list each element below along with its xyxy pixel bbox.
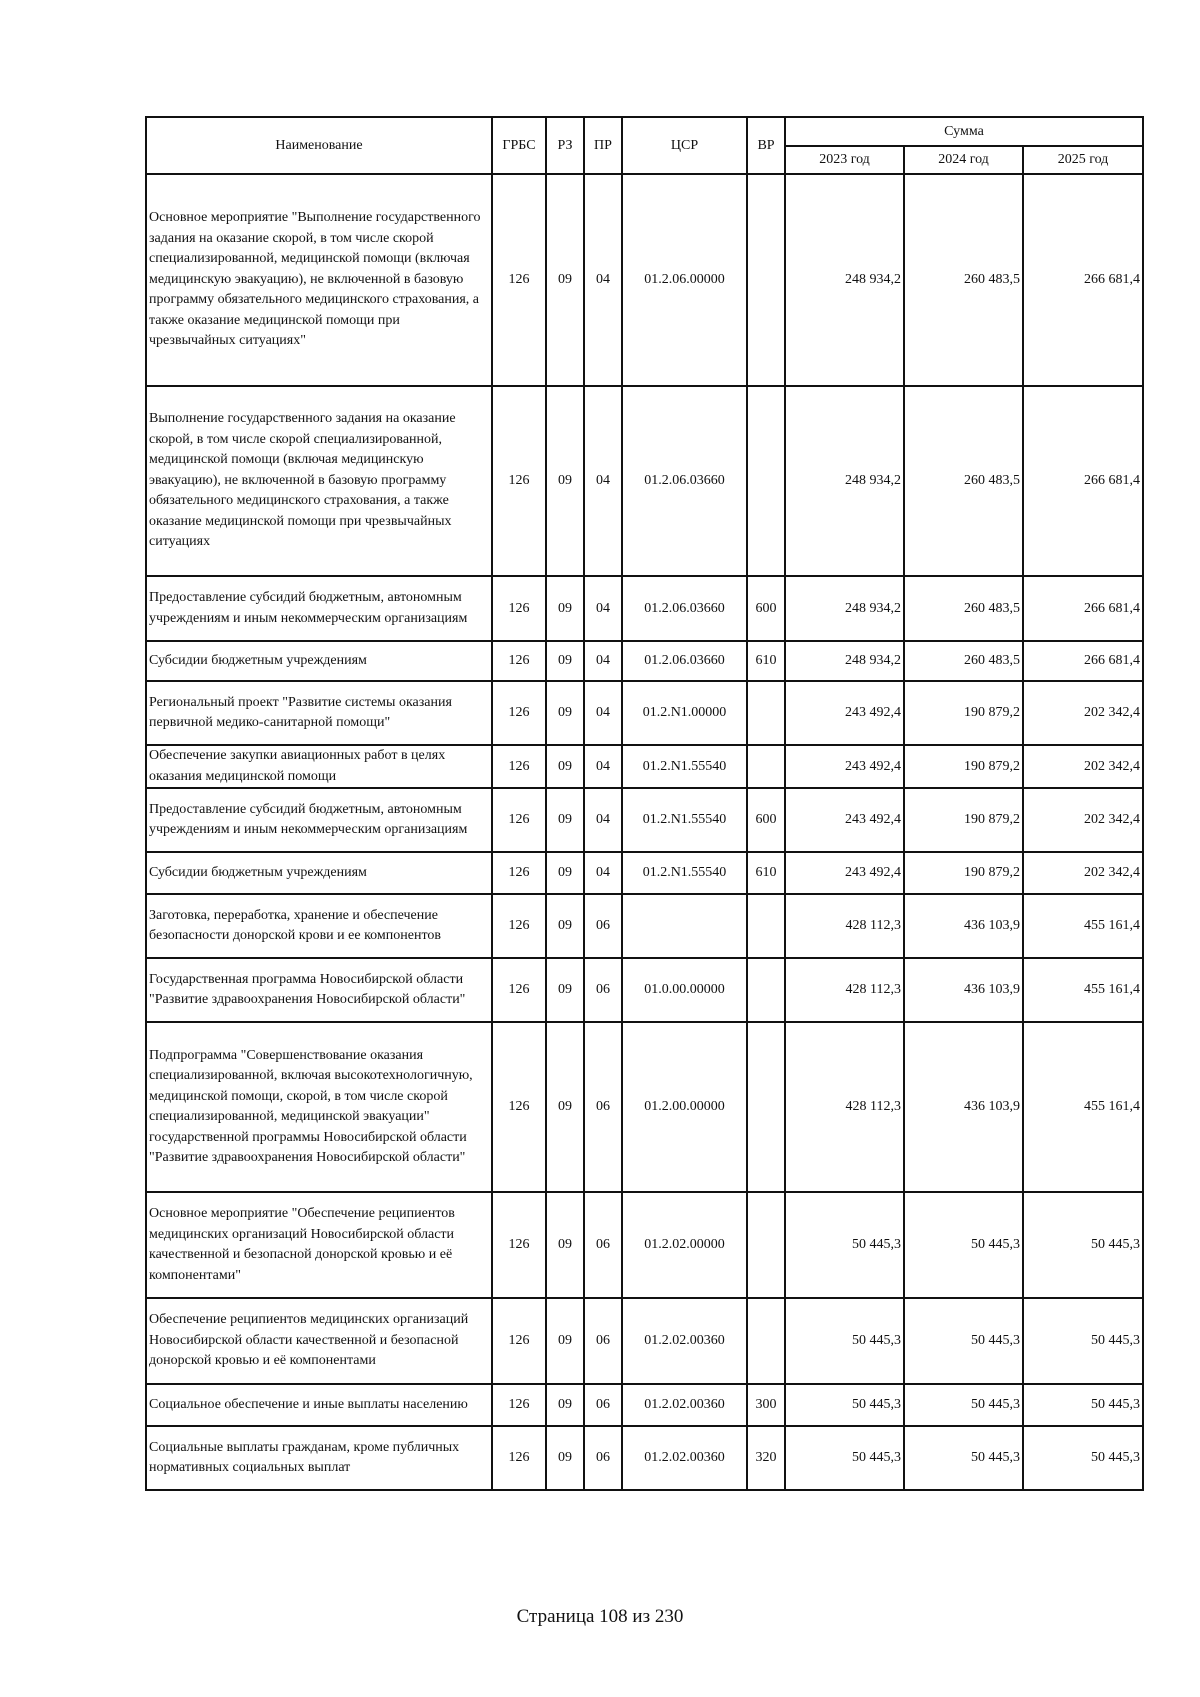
row-sum-2023: 248 934,2	[785, 576, 904, 641]
row-pr: 04	[584, 174, 622, 386]
row-pr: 06	[584, 958, 622, 1022]
row-rz: 09	[546, 958, 584, 1022]
row-vr	[747, 894, 785, 958]
table-row	[146, 681, 1143, 745]
row-grbs: 126	[492, 1426, 546, 1490]
table-row	[146, 1426, 1143, 1490]
row-csr: 01.2.06.00000	[622, 174, 747, 386]
table-row	[146, 745, 1143, 788]
row-vr	[747, 1298, 785, 1384]
row-csr: 01.0.00.00000	[622, 958, 747, 1022]
row-name: Государственная программа Новосибирской области "Развитие здравоохранения Новосибирской области"	[146, 958, 492, 1022]
row-rz: 09	[546, 386, 584, 576]
row-sum-2023: 248 934,2	[785, 386, 904, 576]
row-sum-2023: 428 112,3	[785, 894, 904, 958]
row-csr: 01.2.00.00000	[622, 1022, 747, 1192]
table-row	[146, 1192, 1143, 1298]
row-csr: 01.2.N1.00000	[622, 681, 747, 745]
table-row	[146, 386, 1143, 576]
row-sum-2025: 266 681,4	[1023, 576, 1143, 641]
row-sum-2025: 266 681,4	[1023, 174, 1143, 386]
row-csr	[622, 894, 747, 958]
row-sum-2025: 202 342,4	[1023, 788, 1143, 852]
row-sum-2024: 436 103,9	[904, 894, 1023, 958]
row-grbs: 126	[492, 641, 546, 681]
row-pr: 06	[584, 1192, 622, 1298]
row-sum-2023: 50 445,3	[785, 1426, 904, 1490]
row-rz: 09	[546, 174, 584, 386]
row-sum-2023: 248 934,2	[785, 641, 904, 681]
row-grbs: 126	[492, 576, 546, 641]
row-grbs: 126	[492, 1022, 546, 1192]
row-sum-2024: 190 879,2	[904, 745, 1023, 788]
table-row	[146, 1384, 1143, 1426]
header-sum: Сумма	[785, 117, 1143, 146]
row-sum-2025: 202 342,4	[1023, 745, 1143, 788]
row-vr	[747, 386, 785, 576]
table-row	[146, 852, 1143, 894]
row-grbs: 126	[492, 852, 546, 894]
row-vr	[747, 174, 785, 386]
row-csr: 01.2.06.03660	[622, 386, 747, 576]
row-name: Социальное обеспечение и иные выплаты населению	[146, 1384, 492, 1426]
header-year-2025: 2025 год	[1023, 146, 1143, 174]
row-rz: 09	[546, 1426, 584, 1490]
row-grbs: 126	[492, 1298, 546, 1384]
row-rz: 09	[546, 1022, 584, 1192]
row-sum-2025: 455 161,4	[1023, 958, 1143, 1022]
row-grbs: 126	[492, 745, 546, 788]
header-year-2024: 2024 год	[904, 146, 1023, 174]
header-csr: ЦСР	[622, 117, 747, 174]
row-pr: 04	[584, 386, 622, 576]
row-sum-2024: 260 483,5	[904, 641, 1023, 681]
row-sum-2024: 50 445,3	[904, 1384, 1023, 1426]
row-rz: 09	[546, 894, 584, 958]
row-pr: 04	[584, 681, 622, 745]
row-pr: 04	[584, 576, 622, 641]
row-vr	[747, 1022, 785, 1192]
table-row	[146, 1298, 1143, 1384]
header-vr: ВР	[747, 117, 785, 174]
row-vr	[747, 681, 785, 745]
table-row	[146, 174, 1143, 386]
row-sum-2025: 50 445,3	[1023, 1192, 1143, 1298]
row-vr: 610	[747, 641, 785, 681]
row-name: Основное мероприятие "Обеспечение реципиентов медицинских организаций Новосибирской области качественной и безопасной донорской кровью и её компонентами"	[146, 1192, 492, 1298]
row-csr: 01.2.N1.55540	[622, 745, 747, 788]
row-rz: 09	[546, 852, 584, 894]
row-sum-2023: 428 112,3	[785, 958, 904, 1022]
row-vr	[747, 1192, 785, 1298]
row-vr	[747, 745, 785, 788]
row-rz: 09	[546, 681, 584, 745]
row-grbs: 126	[492, 386, 546, 576]
row-name: Заготовка, переработка, хранение и обеспечение безопасности донорской крови и ее компонентов	[146, 894, 492, 958]
row-grbs: 126	[492, 958, 546, 1022]
row-sum-2025: 50 445,3	[1023, 1384, 1143, 1426]
row-sum-2025: 455 161,4	[1023, 1022, 1143, 1192]
row-sum-2023: 243 492,4	[785, 745, 904, 788]
row-name: Обеспечение закупки авиационных работ в целях оказания медицинской помощи	[146, 745, 492, 788]
row-sum-2023: 50 445,3	[785, 1298, 904, 1384]
header-grbs: ГРБС	[492, 117, 546, 174]
row-pr: 06	[584, 1022, 622, 1192]
row-csr: 01.2.02.00000	[622, 1192, 747, 1298]
row-sum-2023: 248 934,2	[785, 174, 904, 386]
row-csr: 01.2.02.00360	[622, 1298, 747, 1384]
page-number: Страница 108 из 230	[516, 1606, 684, 1627]
row-sum-2025: 50 445,3	[1023, 1298, 1143, 1384]
row-vr: 600	[747, 788, 785, 852]
row-name: Субсидии бюджетным учреждениям	[146, 641, 492, 681]
row-sum-2024: 50 445,3	[904, 1426, 1023, 1490]
row-csr: 01.2.N1.55540	[622, 788, 747, 852]
row-name: Предоставление субсидий бюджетным, автономным учреждениям и иным некоммерческим организациям	[146, 576, 492, 641]
row-pr: 04	[584, 788, 622, 852]
row-csr: 01.2.06.03660	[622, 641, 747, 681]
row-rz: 09	[546, 641, 584, 681]
row-csr: 01.2.02.00360	[622, 1426, 747, 1490]
row-sum-2025: 50 445,3	[1023, 1426, 1143, 1490]
row-vr: 600	[747, 576, 785, 641]
row-rz: 09	[546, 576, 584, 641]
table-row	[146, 1022, 1143, 1192]
row-name: Региональный проект "Развитие системы оказания первичной медико-санитарной помощи"	[146, 681, 492, 745]
row-name: Социальные выплаты гражданам, кроме публичных нормативных социальных выплат	[146, 1426, 492, 1490]
row-rz: 09	[546, 788, 584, 852]
budget-table	[145, 116, 1144, 1491]
header-name: Наименование	[146, 117, 492, 174]
row-vr: 300	[747, 1384, 785, 1426]
row-sum-2024: 190 879,2	[904, 681, 1023, 745]
row-pr: 06	[584, 1384, 622, 1426]
row-rz: 09	[546, 745, 584, 788]
row-csr: 01.2.02.00360	[622, 1384, 747, 1426]
table-row	[146, 894, 1143, 958]
row-sum-2023: 243 492,4	[785, 681, 904, 745]
row-sum-2024: 190 879,2	[904, 788, 1023, 852]
table-row	[146, 641, 1143, 681]
row-sum-2024: 436 103,9	[904, 958, 1023, 1022]
row-sum-2024: 50 445,3	[904, 1298, 1023, 1384]
row-rz: 09	[546, 1298, 584, 1384]
row-pr: 04	[584, 641, 622, 681]
row-sum-2024: 260 483,5	[904, 174, 1023, 386]
row-sum-2024: 190 879,2	[904, 852, 1023, 894]
row-pr: 04	[584, 852, 622, 894]
row-grbs: 126	[492, 894, 546, 958]
row-sum-2024: 436 103,9	[904, 1022, 1023, 1192]
header-rz: РЗ	[546, 117, 584, 174]
row-name: Предоставление субсидий бюджетным, автономным учреждениям и иным некоммерческим организациям	[146, 788, 492, 852]
row-sum-2024: 50 445,3	[904, 1192, 1023, 1298]
row-rz: 09	[546, 1192, 584, 1298]
table-row	[146, 958, 1143, 1022]
row-sum-2023: 243 492,4	[785, 852, 904, 894]
row-sum-2024: 260 483,5	[904, 386, 1023, 576]
row-sum-2023: 428 112,3	[785, 1022, 904, 1192]
row-pr: 06	[584, 1426, 622, 1490]
row-name: Обеспечение реципиентов медицинских организаций Новосибирской области качественной и безопасной донорской кровью и её компонентами	[146, 1298, 492, 1384]
row-sum-2023: 50 445,3	[785, 1192, 904, 1298]
table-row	[146, 788, 1143, 852]
row-csr: 01.2.N1.55540	[622, 852, 747, 894]
table-body	[146, 174, 1143, 1490]
row-name: Выполнение государственного задания на оказание скорой, в том числе скорой специализированной, медицинской помощи (включая медицинскую эвакуацию), не включенной в базовую программу обязательного медицинского страхования, а также оказание медицинской помощи при чрезвычайных ситуациях	[146, 386, 492, 576]
row-sum-2023: 50 445,3	[785, 1384, 904, 1426]
row-sum-2024: 260 483,5	[904, 576, 1023, 641]
row-vr	[747, 958, 785, 1022]
row-sum-2025: 266 681,4	[1023, 386, 1143, 576]
row-name: Подпрограмма "Совершенствование оказания специализированной, включая высокотехнологичную, медицинской помощи, скорой, в том числе скорой специализированной, медицинской эвакуации" государственной программы Новосибирской области "Развитие здравоохранения Новосибирской области"	[146, 1022, 492, 1192]
row-sum-2023: 243 492,4	[785, 788, 904, 852]
row-grbs: 126	[492, 174, 546, 386]
row-grbs: 126	[492, 681, 546, 745]
row-csr: 01.2.06.03660	[622, 576, 747, 641]
row-sum-2025: 202 342,4	[1023, 681, 1143, 745]
row-sum-2025: 266 681,4	[1023, 641, 1143, 681]
table-row	[146, 576, 1143, 641]
row-sum-2025: 455 161,4	[1023, 894, 1143, 958]
row-vr: 610	[747, 852, 785, 894]
row-grbs: 126	[492, 788, 546, 852]
row-name: Субсидии бюджетным учреждениям	[146, 852, 492, 894]
row-grbs: 126	[492, 1384, 546, 1426]
row-vr: 320	[747, 1426, 785, 1490]
row-sum-2025: 202 342,4	[1023, 852, 1143, 894]
row-pr: 04	[584, 745, 622, 788]
row-pr: 06	[584, 894, 622, 958]
header-year-2023: 2023 год	[785, 146, 904, 174]
header-pr: ПР	[584, 117, 622, 174]
row-pr: 06	[584, 1298, 622, 1384]
row-grbs: 126	[492, 1192, 546, 1298]
row-name: Основное мероприятие "Выполнение государственного задания на оказание скорой, в том числе скорой специализированной, медицинской помощи (включая медицинскую эвакуацию), не включенной в базовую программу обязательного медицинского страхования, а также оказание медицинской помощи при чрезвычайных ситуациях"	[146, 174, 492, 386]
row-rz: 09	[546, 1384, 584, 1426]
